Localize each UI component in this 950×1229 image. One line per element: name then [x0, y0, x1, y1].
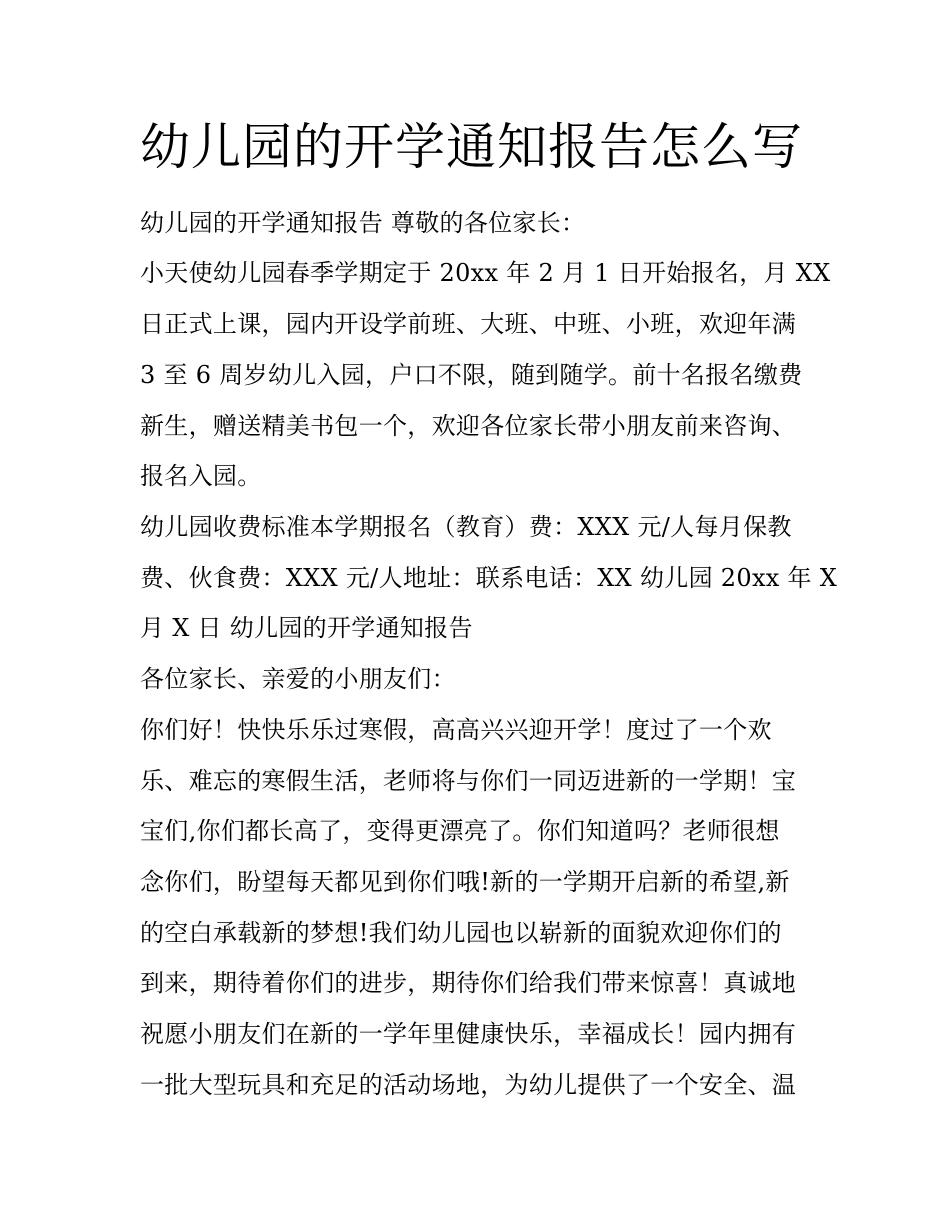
text-line-8: 费、伙食费：XXX 元/人地址：联系电话：XX 幼儿园 20xx 年 X [140, 564, 838, 592]
text-line-13: 宝们,你们都长高了，变得更漂亮了。你们知道吗？老师很想 [140, 817, 780, 845]
text-line-17: 祝愿小朋友们在新的一学年里健康快乐，幸福成长！园内拥有 [140, 1020, 797, 1048]
text-line-14: 念你们，盼望每天都见到你们哦!新的一学期开启新的希望,新 [140, 868, 790, 896]
text-line-11: 你们好！快快乐乐过寒假，高高兴兴迎开学！度过了一个欢 [140, 716, 772, 744]
text-line-16: 到来，期待着你们的进步，期待你们给我们带来惊喜！真诚地 [140, 969, 797, 997]
text-line-12: 乐、难忘的寒假生活，老师将与你们一同迈进新的一学期！宝 [140, 767, 797, 795]
text-line-18: 一批大型玩具和充足的活动场地，为幼儿提供了一个安全、温 [140, 1071, 797, 1099]
text-line-9: 月 X 日 幼儿园的开学通知报告 [140, 614, 473, 642]
text-line-10: 各位家长、亲爱的小朋友们： [140, 665, 456, 693]
text-line-6: 报名入园。 [140, 462, 262, 490]
text-line-2: 小天使幼儿园春季学期定于 20xx 年 2 月 1 日开始报名，月 XX [140, 259, 831, 287]
document-title: 幼儿园的开学通知报告怎么写 [140, 118, 803, 176]
text-line-1: 幼儿园的开学通知报告 尊敬的各位家长： [140, 209, 586, 237]
text-line-3: 日正式上课，园内开设学前班、大班、中班、小班，欢迎年满 [140, 310, 797, 338]
text-line-4: 3 至 6 周岁幼儿入园，户口不限，随到随学。前十名报名缴费 [140, 361, 803, 389]
text-line-5: 新生，赠送精美书包一个，欢迎各位家长带小朋友前来咨询、 [140, 412, 797, 440]
text-line-7: 幼儿园收费标准本学期报名（教育）费：XXX 元/人每月保教 [140, 513, 792, 541]
text-line-15: 的空白承载新的梦想!我们幼儿园也以崭新的面貌欢迎你们的 [140, 919, 782, 947]
